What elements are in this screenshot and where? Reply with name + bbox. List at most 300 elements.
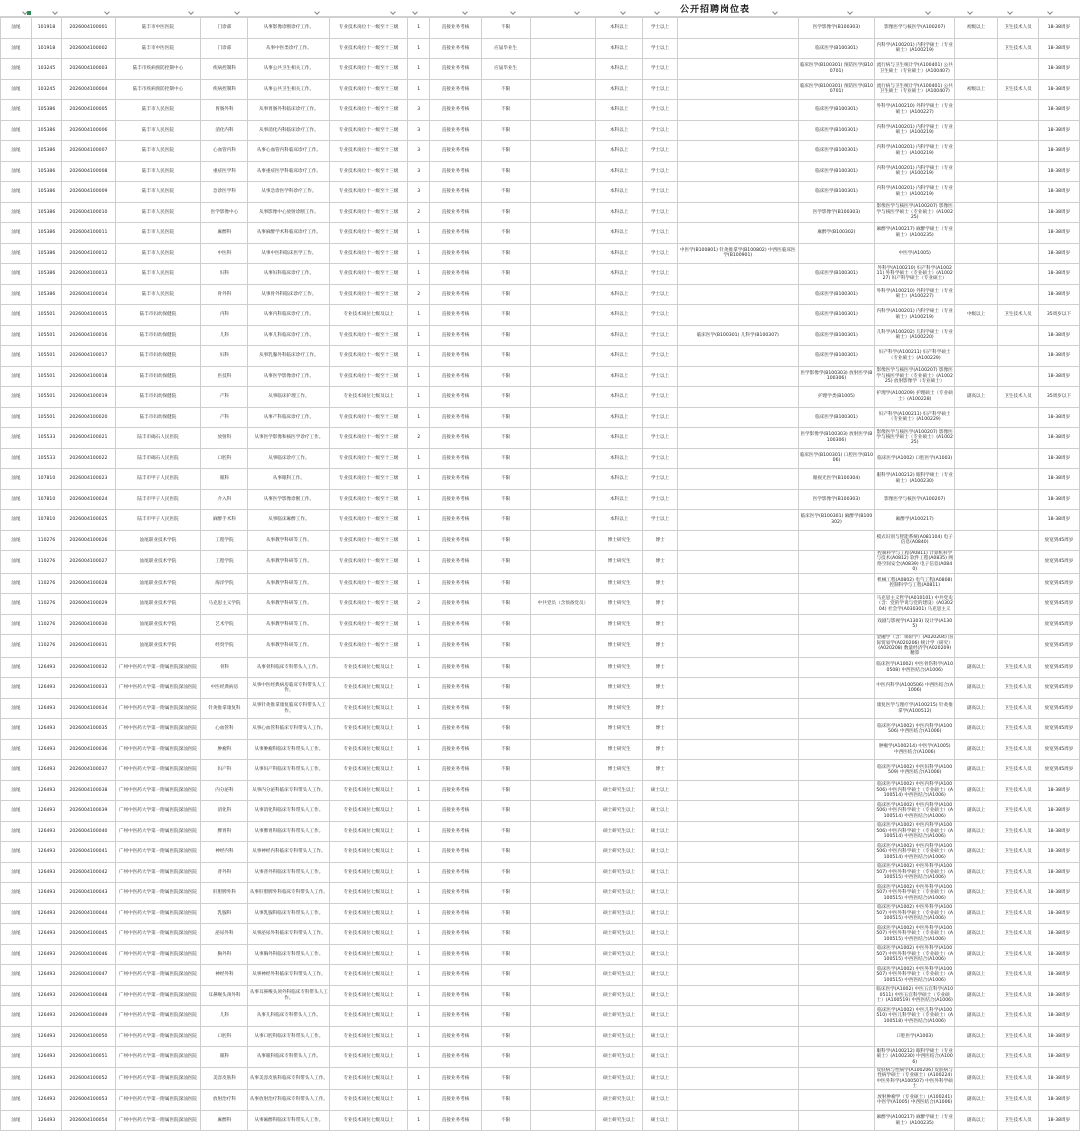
table-cell[interactable] xyxy=(530,346,595,367)
table-cell[interactable] xyxy=(677,18,798,39)
table-cell[interactable]: 从事肿瘤科临床专科带头人工作。 xyxy=(248,739,330,760)
table-cell[interactable]: 汕尾 xyxy=(1,223,32,244)
table-cell[interactable] xyxy=(530,223,595,244)
table-cell[interactable] xyxy=(998,407,1039,428)
table-cell[interactable]: 18-38周岁 xyxy=(1038,120,1079,141)
table-cell[interactable]: 副高以上 xyxy=(955,678,998,699)
table-cell[interactable]: 汕尾 xyxy=(1,1047,32,1068)
filter-arrow-icon[interactable] xyxy=(234,9,240,15)
table-cell[interactable]: 3 xyxy=(407,182,430,203)
table-cell[interactable]: 硕士研究生以上 xyxy=(596,944,643,965)
table-cell[interactable]: 从事教学科研等工作。 xyxy=(248,530,330,551)
table-cell[interactable]: 博士 xyxy=(643,698,678,719)
table-cell[interactable]: 卫生技术人员 xyxy=(998,883,1039,904)
table-cell[interactable]: 专业技术岗位十一级至十三级 xyxy=(330,594,408,615)
table-cell[interactable]: 汕尾 xyxy=(1,182,32,203)
table-cell[interactable]: 本科以上 xyxy=(596,120,643,141)
table-cell[interactable]: 126493 xyxy=(31,780,62,801)
table-cell[interactable]: 126493 xyxy=(31,862,62,883)
filter-arrow-icon[interactable] xyxy=(390,9,396,15)
table-cell[interactable]: 医学影像学(B100303) xyxy=(798,18,875,39)
table-cell[interactable]: 硕士以上 xyxy=(643,883,678,904)
table-cell[interactable]: 直接业务考核 xyxy=(430,614,481,635)
table-cell[interactable]: 2026004100038 xyxy=(62,780,115,801)
table-cell[interactable]: 从事胃肠外科临床诊疗工作。 xyxy=(248,100,330,121)
table-cell[interactable]: 副高以上 xyxy=(955,1026,998,1047)
table-cell[interactable]: 本科以上 xyxy=(596,243,643,264)
table-cell[interactable]: 105386 xyxy=(31,100,62,121)
table-cell[interactable]: 汕尾 xyxy=(1,284,32,305)
table-cell[interactable]: 不限 xyxy=(481,141,530,162)
table-cell[interactable]: 专业技术岗位七级及以上 xyxy=(330,924,408,945)
table-cell[interactable]: 专业技术岗位十一级至十三级 xyxy=(330,223,408,244)
table-cell[interactable]: 内分泌科 xyxy=(201,780,248,801)
table-cell[interactable]: 汕尾 xyxy=(1,1026,32,1047)
table-cell[interactable]: 从事公共卫生相关工作。 xyxy=(248,59,330,80)
table-cell[interactable]: 18-38周岁 xyxy=(1038,965,1079,986)
table-cell[interactable]: 直接业务考核 xyxy=(430,739,481,760)
table-cell[interactable]: 广州中医药大学第一附属医院深汕医院 xyxy=(115,739,201,760)
table-cell[interactable] xyxy=(998,448,1039,469)
table-cell[interactable]: 专业技术岗位十一级至十三级 xyxy=(330,100,408,121)
table-cell[interactable]: 广州中医药大学第一附属医院深汕医院 xyxy=(115,1090,201,1111)
table-cell[interactable]: 学士以上 xyxy=(643,100,678,121)
table-cell[interactable]: 直接业务考核 xyxy=(430,1006,481,1027)
table-cell[interactable]: 学士以上 xyxy=(643,202,678,223)
table-cell[interactable]: 18-38周岁 xyxy=(1038,325,1079,346)
table-cell[interactable]: 硕士研究生以上 xyxy=(596,1090,643,1111)
table-cell[interactable]: 1 xyxy=(407,264,430,285)
table-cell[interactable] xyxy=(998,510,1039,531)
table-cell[interactable]: 2026004100001 xyxy=(62,18,115,39)
table-cell[interactable]: 专业技术岗位十一级至十三级 xyxy=(330,18,408,39)
table-cell[interactable]: 直接业务考核 xyxy=(430,573,481,594)
table-cell[interactable]: 临床医学(B100301) xyxy=(798,346,875,367)
table-cell[interactable]: 专业技术岗位七级及以上 xyxy=(330,657,408,678)
table-cell[interactable]: 专业技术岗位七级及以上 xyxy=(330,985,408,1006)
table-cell[interactable] xyxy=(677,719,798,740)
table-cell[interactable]: 从事消化科临床专科带头人工作。 xyxy=(248,801,330,822)
table-cell[interactable]: 不限 xyxy=(481,1026,530,1047)
table-cell[interactable]: 汕尾 xyxy=(1,202,32,223)
table-cell[interactable]: 卫生技术人员 xyxy=(998,387,1039,408)
table-cell[interactable]: 汕尾 xyxy=(1,573,32,594)
table-cell[interactable]: 卫生技术人员 xyxy=(998,305,1039,326)
table-cell[interactable]: 临床医学(B100301) 预防医学(B100701) xyxy=(798,59,875,80)
table-cell[interactable]: 直接业务考核 xyxy=(430,120,481,141)
table-cell[interactable]: 1 xyxy=(407,243,430,264)
table-cell[interactable]: 临床医学(A1002) 口腔医学(A1003) xyxy=(875,448,955,469)
table-cell[interactable]: 副高以上 xyxy=(955,1006,998,1027)
table-cell[interactable] xyxy=(798,573,875,594)
table-cell[interactable] xyxy=(955,161,998,182)
table-cell[interactable]: 汕尾 xyxy=(1,862,32,883)
table-cell[interactable]: 不限 xyxy=(481,1067,530,1090)
table-cell[interactable]: 专业技术岗位十一级至十三级 xyxy=(330,59,408,80)
table-cell[interactable]: 副高以上 xyxy=(955,821,998,842)
table-cell[interactable]: 陆丰市碣石人民医院 xyxy=(115,428,201,449)
table-cell[interactable]: 1 xyxy=(407,551,430,574)
table-cell[interactable]: 18-38周岁 xyxy=(1038,448,1079,469)
table-cell[interactable]: 硕士研究生以上 xyxy=(596,801,643,822)
table-cell[interactable]: 从事医学影像和核医学诊疗工作。 xyxy=(248,428,330,449)
table-cell[interactable]: 18-38周岁 xyxy=(1038,1110,1079,1131)
table-cell[interactable]: 126493 xyxy=(31,944,62,965)
table-cell[interactable] xyxy=(677,821,798,842)
table-cell[interactable] xyxy=(998,243,1039,264)
table-cell[interactable]: 1 xyxy=(407,59,430,80)
table-cell[interactable]: 临床医学(B100301) xyxy=(798,38,875,59)
table-cell[interactable]: 汕尾 xyxy=(1,883,32,904)
table-cell[interactable]: 汕尾 xyxy=(1,346,32,367)
table-cell[interactable] xyxy=(798,594,875,615)
table-cell[interactable] xyxy=(530,1026,595,1047)
table-cell[interactable]: 汕尾 xyxy=(1,1090,32,1111)
table-cell[interactable]: 18-38周岁 xyxy=(1038,469,1079,490)
table-cell[interactable]: 105501 xyxy=(31,407,62,428)
table-cell[interactable]: 1 xyxy=(407,1090,430,1111)
table-cell[interactable] xyxy=(677,657,798,678)
table-cell[interactable]: 1 xyxy=(407,635,430,658)
table-cell[interactable]: 陆丰市妇幼保健院 xyxy=(115,366,201,387)
table-cell[interactable]: 2026004100040 xyxy=(62,821,115,842)
table-cell[interactable]: 汕尾 xyxy=(1,614,32,635)
table-cell[interactable]: 本科以上 xyxy=(596,202,643,223)
table-cell[interactable]: 神经外科 xyxy=(201,965,248,986)
table-cell[interactable]: 临床医学(B100301) 麻醉学(B100302) xyxy=(798,510,875,531)
table-cell[interactable]: 18-38周岁 xyxy=(1038,407,1079,428)
table-cell[interactable]: 直接业务考核 xyxy=(430,202,481,223)
table-cell[interactable]: 直接业务考核 xyxy=(430,346,481,367)
table-cell[interactable]: 直接业务考核 xyxy=(430,698,481,719)
table-cell[interactable]: 18-38周岁 xyxy=(1038,141,1079,162)
table-cell[interactable]: 18-38周岁 xyxy=(1038,1047,1079,1068)
table-cell[interactable]: 内科学(A100201) 内科学硕士（专业硕士）(A100219) xyxy=(875,305,955,326)
table-cell[interactable]: 126493 xyxy=(31,1047,62,1068)
table-cell[interactable]: 放宽到45周岁 xyxy=(1038,594,1079,615)
table-cell[interactable]: 卫生技术人员 xyxy=(998,965,1039,986)
table-cell[interactable]: 直接业务考核 xyxy=(430,428,481,449)
table-cell[interactable]: 本科以上 xyxy=(596,346,643,367)
table-cell[interactable]: 影像医学与核医学(A100207) 影像医学与核医学硕士（专业硕士）(A100225) xyxy=(875,428,955,449)
table-cell[interactable] xyxy=(677,530,798,551)
table-cell[interactable]: 本科以上 xyxy=(596,510,643,531)
table-cell[interactable]: 不限 xyxy=(481,924,530,945)
table-cell[interactable]: 110276 xyxy=(31,635,62,658)
table-cell[interactable]: 汕尾 xyxy=(1,678,32,699)
table-cell[interactable]: 本科以上 xyxy=(596,489,643,510)
table-cell[interactable]: 汕尾 xyxy=(1,448,32,469)
table-cell[interactable]: 汕尾 xyxy=(1,469,32,490)
table-cell[interactable]: 2026004100034 xyxy=(62,698,115,719)
table-cell[interactable]: 1 xyxy=(407,510,430,531)
table-cell[interactable]: 2026004100032 xyxy=(62,657,115,678)
table-cell[interactable]: 2026004100017 xyxy=(62,346,115,367)
table-cell[interactable]: 胃肠外科 xyxy=(201,100,248,121)
table-cell[interactable] xyxy=(955,510,998,531)
table-cell[interactable]: 2026004100012 xyxy=(62,243,115,264)
table-cell[interactable]: 肿瘤科 xyxy=(201,739,248,760)
table-cell[interactable]: 专业技术岗位十一级至十三级 xyxy=(330,635,408,658)
table-cell[interactable]: 本科以上 xyxy=(596,182,643,203)
table-cell[interactable]: 18-38周岁 xyxy=(1038,903,1079,924)
table-cell[interactable]: 不限 xyxy=(481,635,530,658)
table-cell[interactable]: 陆丰市妇幼保健院 xyxy=(115,305,201,326)
table-cell[interactable]: 直接业务考核 xyxy=(430,842,481,863)
table-cell[interactable]: 专业技术岗位七级及以上 xyxy=(330,780,408,801)
table-cell[interactable]: 医学影像中心 xyxy=(201,202,248,223)
table-cell[interactable]: 直接业务考核 xyxy=(430,551,481,574)
table-cell[interactable]: 1 xyxy=(407,862,430,883)
table-cell[interactable] xyxy=(798,1026,875,1047)
table-cell[interactable]: 汕尾职业技术学院 xyxy=(115,573,201,594)
table-cell[interactable]: 博士 xyxy=(643,760,678,781)
table-cell[interactable]: 放宽到45周岁 xyxy=(1038,760,1079,781)
table-cell[interactable]: 不限 xyxy=(481,1047,530,1068)
table-cell[interactable]: 陆丰市人民医院 xyxy=(115,100,201,121)
table-cell[interactable]: 心血管内科 xyxy=(201,141,248,162)
table-cell[interactable]: 18-38周岁 xyxy=(1038,985,1079,1006)
table-cell[interactable]: 从事针灸推拿康复临床专科带头人工作。 xyxy=(248,698,330,719)
table-cell[interactable]: 副高以上 xyxy=(955,965,998,986)
table-cell[interactable]: 工程学院 xyxy=(201,551,248,574)
table-cell[interactable]: 不限 xyxy=(481,530,530,551)
table-cell[interactable]: 模式识别与智能系统(A081104) 电子信息(A0840) xyxy=(875,530,955,551)
table-cell[interactable]: 专业技术岗位七级及以上 xyxy=(330,387,408,408)
table-cell[interactable]: 2026004100045 xyxy=(62,924,115,945)
table-cell[interactable]: 从事眼科临床专科带头人工作。 xyxy=(248,1047,330,1068)
table-cell[interactable]: 专业技术岗位十一级至十三级 xyxy=(330,469,408,490)
table-cell[interactable]: 110276 xyxy=(31,573,62,594)
table-cell[interactable]: 126493 xyxy=(31,1090,62,1111)
table-cell[interactable]: 汕尾 xyxy=(1,100,32,121)
table-cell[interactable]: 从事心血管内科临床诊疗工作。 xyxy=(248,141,330,162)
table-cell[interactable]: 直接业务考核 xyxy=(430,161,481,182)
table-cell[interactable]: 18-38周岁 xyxy=(1038,780,1079,801)
table-cell[interactable] xyxy=(998,202,1039,223)
table-cell[interactable] xyxy=(530,284,595,305)
table-cell[interactable]: 皮肤病与性病学(A100206) 皮肤病与性病学硕士（专业硕士）(A100224) 中医外科学(A100507) 中医外科学硕士 xyxy=(876,1067,953,1089)
table-cell[interactable]: 不限 xyxy=(481,366,530,387)
table-cell[interactable]: 从事乳腺科临床专科带头人工作。 xyxy=(248,903,330,924)
table-cell[interactable]: 126493 xyxy=(31,678,62,699)
table-cell[interactable]: 18-38周岁 xyxy=(1038,1026,1079,1047)
table-cell[interactable] xyxy=(955,346,998,367)
table-cell[interactable]: 硕士以上 xyxy=(643,801,678,822)
table-cell[interactable] xyxy=(677,801,798,822)
table-cell[interactable]: 1 xyxy=(407,223,430,244)
table-cell[interactable]: 直接业务考核 xyxy=(430,883,481,904)
table-cell[interactable]: 101918 xyxy=(31,38,62,59)
table-cell[interactable]: 直接业务考核 xyxy=(430,821,481,842)
table-cell[interactable]: 汕尾职业技术学院 xyxy=(115,551,201,574)
table-cell[interactable]: 硕士以上 xyxy=(643,1026,678,1047)
table-cell[interactable]: 126493 xyxy=(31,965,62,986)
table-cell[interactable] xyxy=(677,985,798,1006)
table-cell[interactable]: 内科 xyxy=(201,305,248,326)
table-cell[interactable]: 不限 xyxy=(481,243,530,264)
table-cell[interactable] xyxy=(530,862,595,883)
table-cell[interactable] xyxy=(530,100,595,121)
table-cell[interactable] xyxy=(955,243,998,264)
table-cell[interactable]: 1 xyxy=(407,698,430,719)
table-cell[interactable]: 妇科 xyxy=(201,264,248,285)
table-cell[interactable]: 直接业务考核 xyxy=(430,530,481,551)
table-cell[interactable]: 105386 xyxy=(31,141,62,162)
table-cell[interactable]: 卫生技术人员 xyxy=(998,944,1039,965)
table-cell[interactable] xyxy=(998,489,1039,510)
table-cell[interactable]: 110276 xyxy=(31,530,62,551)
table-cell[interactable] xyxy=(530,489,595,510)
table-cell[interactable]: 陆丰市人民医院 xyxy=(115,202,201,223)
table-cell[interactable] xyxy=(998,428,1039,449)
table-cell[interactable]: 肿瘤学(A100214) 中医学(A1005) 中西医结合(A1006) xyxy=(875,739,955,760)
table-cell[interactable]: 18-38周岁 xyxy=(1038,59,1079,80)
table-cell[interactable]: 18-38周岁 xyxy=(1038,510,1079,531)
table-cell[interactable] xyxy=(955,635,998,658)
table-cell[interactable]: 2026004100027 xyxy=(62,551,115,574)
table-cell[interactable]: 副高以上 xyxy=(955,739,998,760)
table-cell[interactable]: 博士 xyxy=(643,739,678,760)
table-cell[interactable]: 直接业务考核 xyxy=(430,903,481,924)
table-cell[interactable]: 105501 xyxy=(31,325,62,346)
table-cell[interactable] xyxy=(955,448,998,469)
table-cell[interactable]: 妇科 xyxy=(201,346,248,367)
table-cell[interactable]: 2026004100026 xyxy=(62,530,115,551)
table-cell[interactable]: 本科以上 xyxy=(596,325,643,346)
table-cell[interactable]: 机械工程(A0802) 电气工程(A0808) 控制科学与工程(A0811) xyxy=(875,573,955,594)
table-cell[interactable]: 不限 xyxy=(481,448,530,469)
table-cell[interactable]: 18-38周岁 xyxy=(1038,924,1079,945)
table-cell[interactable]: 外科学(A100210) 外科学硕士（专业硕士）(A100227) xyxy=(875,284,955,305)
table-cell[interactable]: 临床医学(B100301) xyxy=(798,407,875,428)
table-cell[interactable]: 1 xyxy=(407,305,430,326)
table-cell[interactable]: 18-38周岁 xyxy=(1038,883,1079,904)
table-cell[interactable]: 126493 xyxy=(31,924,62,945)
table-cell[interactable]: 脾胃科 xyxy=(201,821,248,842)
table-cell[interactable]: 汕尾 xyxy=(1,79,32,100)
table-cell[interactable]: 汕尾 xyxy=(1,489,32,510)
table-cell[interactable]: 18-38周岁 xyxy=(1038,38,1079,59)
table-cell[interactable]: 1 xyxy=(407,657,430,678)
table-cell[interactable]: 直接业务考核 xyxy=(430,448,481,469)
table-cell[interactable]: 博士研究生 xyxy=(596,551,643,574)
table-cell[interactable]: 2026004100054 xyxy=(62,1110,115,1131)
table-cell[interactable]: 2026004100022 xyxy=(62,448,115,469)
table-cell[interactable]: 1 xyxy=(407,678,430,699)
table-cell[interactable]: 学士以上 xyxy=(643,346,678,367)
table-cell[interactable]: 广州中医药大学第一附属医院深汕医院 xyxy=(115,678,201,699)
table-cell[interactable]: 学士以上 xyxy=(643,469,678,490)
table-cell[interactable] xyxy=(955,469,998,490)
table-cell[interactable]: 本科以上 xyxy=(596,223,643,244)
table-cell[interactable]: 眼视光医学(B100304) xyxy=(798,469,875,490)
table-cell[interactable] xyxy=(955,614,998,635)
table-cell[interactable]: 126493 xyxy=(31,985,62,1006)
table-cell[interactable]: 2026004100024 xyxy=(62,489,115,510)
table-cell[interactable]: 105533 xyxy=(31,428,62,449)
table-cell[interactable]: 直接业务考核 xyxy=(430,1026,481,1047)
table-cell[interactable]: 卫生技术人员 xyxy=(998,985,1039,1006)
table-cell[interactable]: 汕尾 xyxy=(1,965,32,986)
table-cell[interactable]: 18-38周岁 xyxy=(1038,79,1079,100)
table-cell[interactable]: 126493 xyxy=(31,760,62,781)
table-cell[interactable] xyxy=(798,883,875,904)
table-cell[interactable]: 学士以上 xyxy=(643,284,678,305)
table-cell[interactable] xyxy=(677,780,798,801)
table-cell[interactable] xyxy=(998,59,1039,80)
table-cell[interactable]: 汕尾 xyxy=(1,59,32,80)
table-cell[interactable]: 卫生技术人员 xyxy=(998,18,1039,39)
table-cell[interactable]: 乳腺科 xyxy=(201,903,248,924)
table-cell[interactable]: 硕士以上 xyxy=(643,965,678,986)
table-cell[interactable]: 专业技术岗位七级及以上 xyxy=(330,1047,408,1068)
table-cell[interactable]: 临床医学(A1002) 中医外科学(A100507) 中医外科学硕士（专业硕士）(A100515) 中西医结合(A1006) xyxy=(875,883,955,904)
table-cell[interactable]: 博士研究生 xyxy=(596,698,643,719)
table-cell[interactable]: 从事中医经典病房临床专科带头人工作。 xyxy=(248,678,330,699)
table-cell[interactable]: 不限 xyxy=(481,965,530,986)
table-cell[interactable] xyxy=(998,284,1039,305)
table-cell[interactable] xyxy=(677,1067,798,1090)
table-cell[interactable]: 医学影像学(B100303) 放射医学(B100306) xyxy=(798,428,875,449)
table-cell[interactable]: 陆丰市人民医院 xyxy=(115,141,201,162)
table-cell[interactable] xyxy=(530,264,595,285)
table-cell[interactable]: 专业技术岗位十一级至十三级 xyxy=(330,551,408,574)
table-cell[interactable]: 硕士以上 xyxy=(643,862,678,883)
table-cell[interactable]: 1 xyxy=(407,842,430,863)
table-cell[interactable]: 专业技术岗位七级及以上 xyxy=(330,739,408,760)
table-cell[interactable]: 直接业务考核 xyxy=(430,635,481,658)
table-cell[interactable] xyxy=(677,182,798,203)
table-cell[interactable]: 从事临床诊疗工作。 xyxy=(248,448,330,469)
table-cell[interactable]: 汕尾 xyxy=(1,780,32,801)
table-cell[interactable]: 从事儿科临床专科带头人工作。 xyxy=(248,1006,330,1027)
table-cell[interactable]: 1 xyxy=(407,387,430,408)
table-cell[interactable]: 35周岁以下 xyxy=(1038,387,1079,408)
filter-arrow-icon[interactable] xyxy=(314,9,320,15)
table-cell[interactable]: 卫生技术人员 xyxy=(998,1067,1039,1090)
table-cell[interactable]: 口腔科 xyxy=(201,448,248,469)
table-cell[interactable]: 中医学(B100801) 针灸推拿学(B100802) 中西医临床医学(B100901) xyxy=(677,243,798,264)
table-cell[interactable]: 18-38周岁 xyxy=(1038,489,1079,510)
table-cell[interactable]: 105386 xyxy=(31,120,62,141)
table-cell[interactable]: 陆丰市妇幼保健院 xyxy=(115,407,201,428)
table-cell[interactable] xyxy=(677,141,798,162)
filter-arrow-icon[interactable] xyxy=(52,9,58,15)
table-cell[interactable]: 专业技术岗位七级及以上 xyxy=(330,842,408,863)
table-cell[interactable]: 不限 xyxy=(481,387,530,408)
table-cell[interactable]: 放宽到45周岁 xyxy=(1038,614,1079,635)
table-cell[interactable] xyxy=(998,325,1039,346)
table-cell[interactable]: 医技科 xyxy=(201,366,248,387)
table-cell[interactable]: 临床医学(B100301) 口腔医学(B1006) xyxy=(798,448,875,469)
table-cell[interactable]: 内科学(A100201) 内科学硕士（专业硕士）(A100219) xyxy=(875,120,955,141)
table-cell[interactable]: 临床医学(A1002) 中医五官科学(A100511) 中医五官科学硕士（专业硕士）(A100519) 中西医结合(A1006) xyxy=(875,985,955,1006)
table-cell[interactable]: 不限 xyxy=(481,428,530,449)
table-cell[interactable] xyxy=(530,739,595,760)
table-cell[interactable]: 卫生技术人员 xyxy=(998,38,1039,59)
table-cell[interactable]: 陆丰市疾病预防控制中心 xyxy=(115,79,201,100)
table-cell[interactable]: 本科以上 xyxy=(596,161,643,182)
table-cell[interactable]: 126493 xyxy=(31,1067,62,1090)
table-cell[interactable]: 卫生技术人员 xyxy=(998,780,1039,801)
table-cell[interactable]: 直接业务考核 xyxy=(430,801,481,822)
table-cell[interactable]: 1 xyxy=(407,530,430,551)
table-cell[interactable]: 107810 xyxy=(31,489,62,510)
table-cell[interactable]: 107810 xyxy=(31,510,62,531)
table-cell[interactable] xyxy=(677,614,798,635)
table-cell[interactable]: 不限 xyxy=(481,573,530,594)
